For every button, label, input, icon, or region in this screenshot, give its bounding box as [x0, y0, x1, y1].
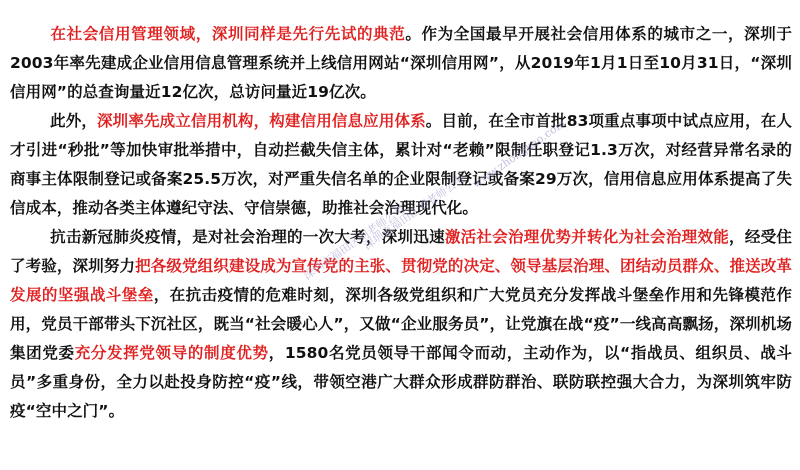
paragraph-1	[10, 20, 792, 107]
watermark-text: www.zhongkao.com	[470, 116, 568, 191]
highlight-phrase: 把各级党组织建设成为宣传党的主张、贯彻党的决定、领导基层治理、团结动员群众、推送改革发展的坚强战斗堡垒	[10, 257, 792, 304]
body-text: ，1580名党员领导干部闻令而动，主动作为，以“指战员、组织员、战斗员”多重身份，全力以赴投身防控“疫”线，带领空港广大群众形成群防群治、联防联控强大合力，为深圳筑牢防疫“空中之门”。	[10, 344, 793, 420]
watermark-text: 深圳市福田区刘老师公考	[361, 172, 468, 253]
paragraph-3	[10, 223, 792, 426]
highlight-phrase: 深圳率先成立信用机构，构建信用信息应用体系	[97, 112, 426, 130]
document-body	[10, 20, 792, 426]
watermark-text: 深圳市福田区刘老师公考	[301, 202, 408, 283]
highlight-phrase: 充分发挥党领导的制度优势	[74, 344, 269, 362]
body-text: ，经受住了考验，深圳努力	[10, 228, 792, 275]
body-text: 抗击新冠肺炎疫情，是对社会治理的一次大考，深圳迅速	[50, 228, 445, 246]
highlight-phrase: 激活社会治理优势并转化为社会治理效能	[444, 228, 730, 246]
paragraph-2	[10, 107, 792, 223]
body-text: 此外，	[50, 112, 98, 130]
body-text: ，在抗击疫情的危难时刻，深圳各级党组织和广大党员充分发挥战斗堡垒作用和先锋模范作用，党员干部带头下沉社区，既当“社会暖心人”，又做“企业服务员”，让党旗在战“疫”一线高高飘扬，深圳机场集团党委	[10, 286, 792, 362]
body-text: 。作为全国最早开展社会信用体系的城市之一，深圳于2003年率先建成企业信用信息管理系统并上线信用网站“深圳信用网”，从2019年1月1日至10月31日，“深圳信用网”的总查询量近12亿次，总访问量近19亿次。	[10, 25, 793, 101]
highlight-phrase: 在社会信用管理领域，深圳同样是先行先试的典范	[50, 25, 406, 43]
body-text: 。目前，在全市首批83项重点事项中试点应用，在人才引进“秒批”等加快审批举措中，自动拦截失信主体，累计对“老赖”限制任职登记1.3万次，对经营异常名录的商事主体限制登记或备案25.5万次，对严重失信名单的企业限制登记或备案29万次，信用信息应用体系提高了失信成本，推动各类主体遵纪守法、守信崇德，助推社会治理现代化。	[10, 112, 792, 217]
